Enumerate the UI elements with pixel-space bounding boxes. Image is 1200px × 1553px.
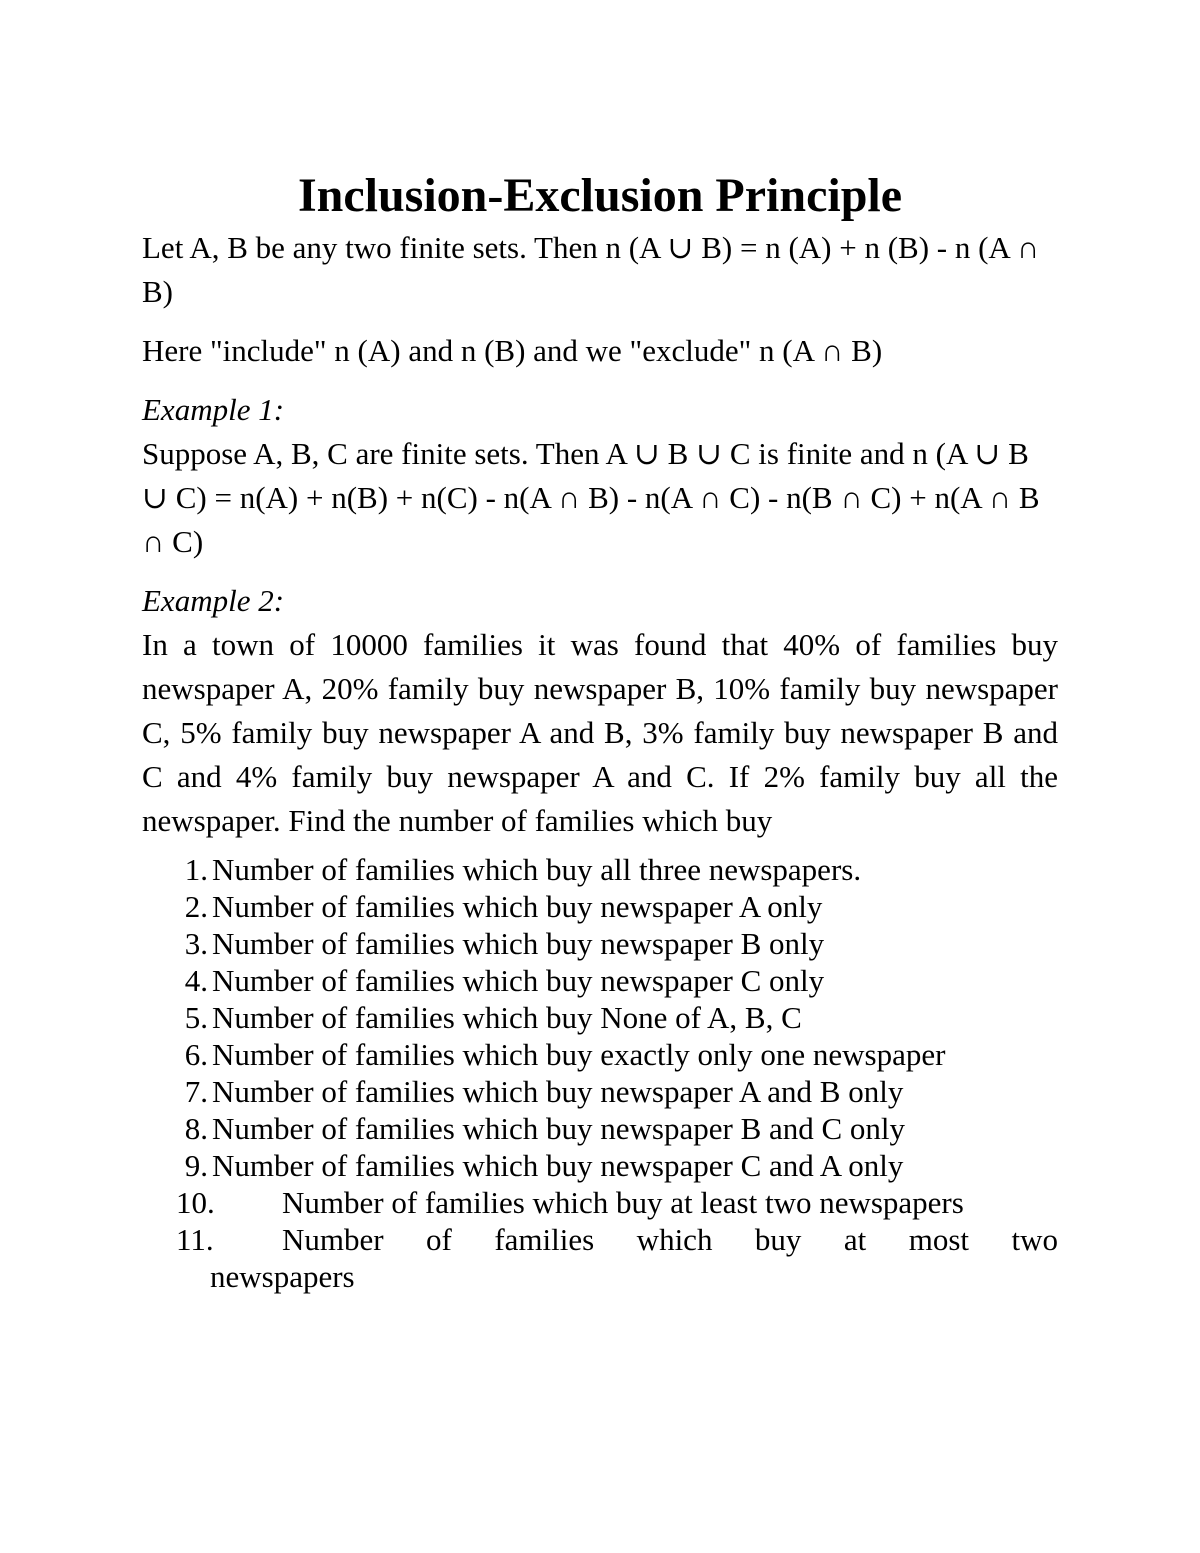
list-item-text: Number of families which buy None of A, B, C (212, 1000, 802, 1035)
list-item-text: Number of families which buy newspaper C only (212, 963, 825, 998)
document-page (142, 166, 1058, 1295)
example-1-label: Example 1: (142, 392, 285, 427)
list-item-text: Number of families which buy at least two newspapers (282, 1185, 964, 1220)
list-item (142, 1110, 1058, 1147)
list-item (142, 1147, 1058, 1184)
list-item (142, 1221, 1058, 1295)
list-item-number: 3. (184, 926, 208, 961)
list-item-number: 6. (184, 1037, 208, 1072)
list-item (142, 999, 1058, 1036)
intro-statement: Let A, B be any two finite sets. Then n (A ∪ B) = n (A) + n (B) - n (A ∩ B) (142, 230, 1040, 309)
list-item (142, 1073, 1058, 1110)
list-item-text: Number of families which buy newspaper C and A only (212, 1148, 904, 1183)
list-item-number: 8. (184, 1111, 208, 1146)
list-item-text (142, 1221, 1058, 1295)
list-item-number: 11. (176, 1222, 214, 1257)
list-item (142, 925, 1058, 962)
list-item (142, 888, 1058, 925)
list-item (142, 851, 1058, 888)
list-item-text: Number of families which buy newspaper B and C only (212, 1111, 906, 1146)
question-list (142, 851, 1058, 1295)
list-item (142, 1036, 1058, 1073)
list-item-text: Number of families which buy all three newspapers. (212, 852, 862, 887)
list-item-number: 2. (184, 889, 208, 924)
example-1-text: Suppose A, B, C are finite sets. Then A ∪ B ∪ C is finite and n (A ∪ B ∪ C) = n(A) + n(B) + n(C) - n(A ∩ B) - n(A ∩ C) - n(B ∩ C) + n(A ∩ B ∩ C) (142, 436, 1040, 559)
list-item-number: 1. (184, 852, 208, 887)
intro-explanation: Here "include" n (A) and n (B) and we "exclude" n (A ∩ B) (142, 333, 883, 368)
list-item-number: 7. (184, 1074, 208, 1109)
list-item-text-line: Number of families which buy at most two (282, 1222, 1058, 1257)
list-item (142, 962, 1058, 999)
list-item-text: Number of families which buy newspaper B only (212, 926, 825, 961)
page-title: Inclusion-Exclusion Principle (297, 169, 903, 222)
example-2-text: In a town of 10000 families it was found that 40% of families buy newspaper A, 20% family buy newspaper B, 10% family buy newspaper C, 5% family buy newspaper A and B, 3% family buy newspaper B and C and 4% family buy newspaper A and C. If 2% family buy all the newspaper. Find the number of families which buy (142, 627, 1058, 838)
list-item-text: Number of families which buy exactly only one newspaper (212, 1037, 946, 1072)
list-item-number: 4. (184, 963, 208, 998)
list-item-text-line: newspapers (210, 1259, 355, 1294)
list-item-text: Number of families which buy newspaper A and B only (212, 1074, 904, 1109)
list-item-number: 10. (176, 1185, 215, 1220)
list-item-number: 5. (184, 1000, 208, 1035)
list-item-number: 9. (184, 1148, 208, 1183)
list-item-text: Number of families which buy newspaper A only (212, 889, 823, 924)
example-2-label: Example 2: (142, 583, 285, 618)
list-item (142, 1184, 1058, 1221)
